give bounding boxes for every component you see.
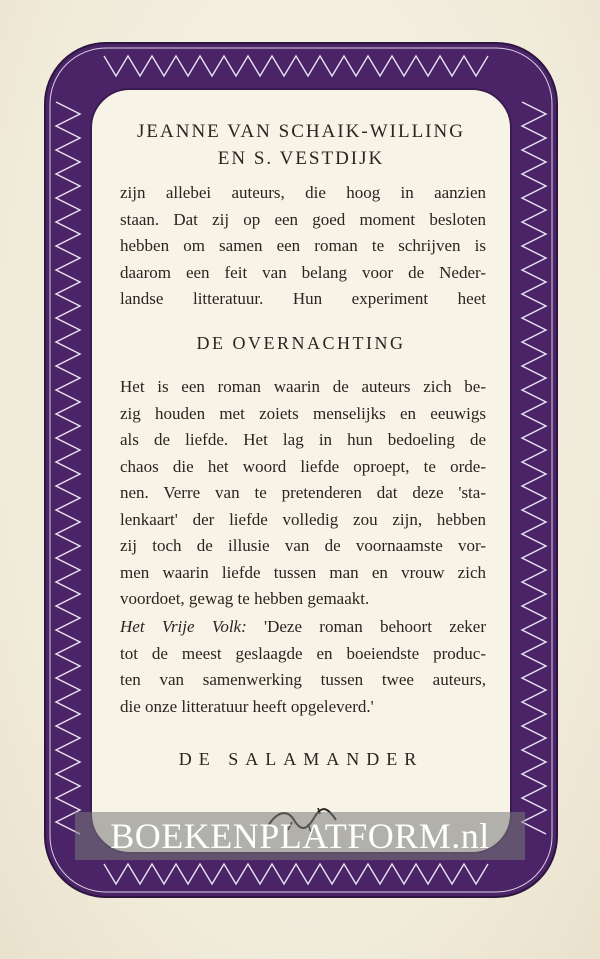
- press-quote: [120, 614, 486, 720]
- zigzag-line: [104, 56, 488, 76]
- text-line: ten van samenwerking tussen twee auteurs,: [120, 670, 486, 689]
- text-line: lenkaart' der liefde volledig zou zijn, hebben: [120, 509, 486, 529]
- text-line: landse litteratuur. Hun experiment heet: [120, 289, 486, 308]
- text-line: zijn allebei auteurs, die hoog in aanzien: [120, 183, 486, 202]
- intro-paragraph: [120, 180, 486, 313]
- text-line: chaos die het woord liefde oproept, te orde-: [120, 456, 486, 476]
- author-heading: [110, 118, 492, 172]
- quote-source: Het Vrije Volk:: [120, 617, 247, 636]
- book-title: DE OVERNACHTING: [196, 333, 406, 353]
- description-paragraph: [120, 374, 486, 613]
- author-line-2: EN S. VESTDIJK: [217, 148, 385, 169]
- zigzag-line: [522, 102, 546, 834]
- text-line: daarom een feit van belang voor de Neder-: [120, 262, 486, 282]
- text-line: zig houden met zoiets menselijks en eeuwigs: [120, 403, 486, 423]
- author-line-1: JEANNE VAN SCHAIK-WILLING: [137, 121, 465, 142]
- text-line: men waarin liefde tussen man en vrouw zich: [120, 562, 486, 582]
- text-line: voordoet, gewag te hebben gemaakt.: [120, 589, 370, 608]
- quote-first-line: [120, 614, 486, 641]
- text-line: nen. Verre van te pretenderen dat deze 'sta-: [120, 483, 486, 502]
- watermark-banner: BOEKENPLATFORM.nl: [75, 812, 525, 860]
- zigzag-line: [56, 102, 80, 834]
- text-line: tot de meest geslaagde en boeiendste produc-: [120, 643, 486, 663]
- text-line: hebben om samen een roman te schrijven is: [120, 236, 486, 255]
- quote-text-start: 'Deze roman behoort zeker: [246, 617, 486, 636]
- zigzag-line: [104, 864, 488, 884]
- text-line: als de liefde. Het lag in hun bedoeling de: [120, 430, 486, 449]
- text-line: die onze litteratuur heeft opgeleverd.': [120, 696, 374, 716]
- text-line: zij toch de illusie van de voornaamste vor-: [120, 536, 486, 555]
- text-line: Het is een roman waarin de auteurs zich be-: [120, 377, 486, 396]
- publisher-name: DE SALAMANDER: [178, 749, 424, 769]
- text-line: staan. Dat zij op een goed moment besloten: [120, 209, 486, 229]
